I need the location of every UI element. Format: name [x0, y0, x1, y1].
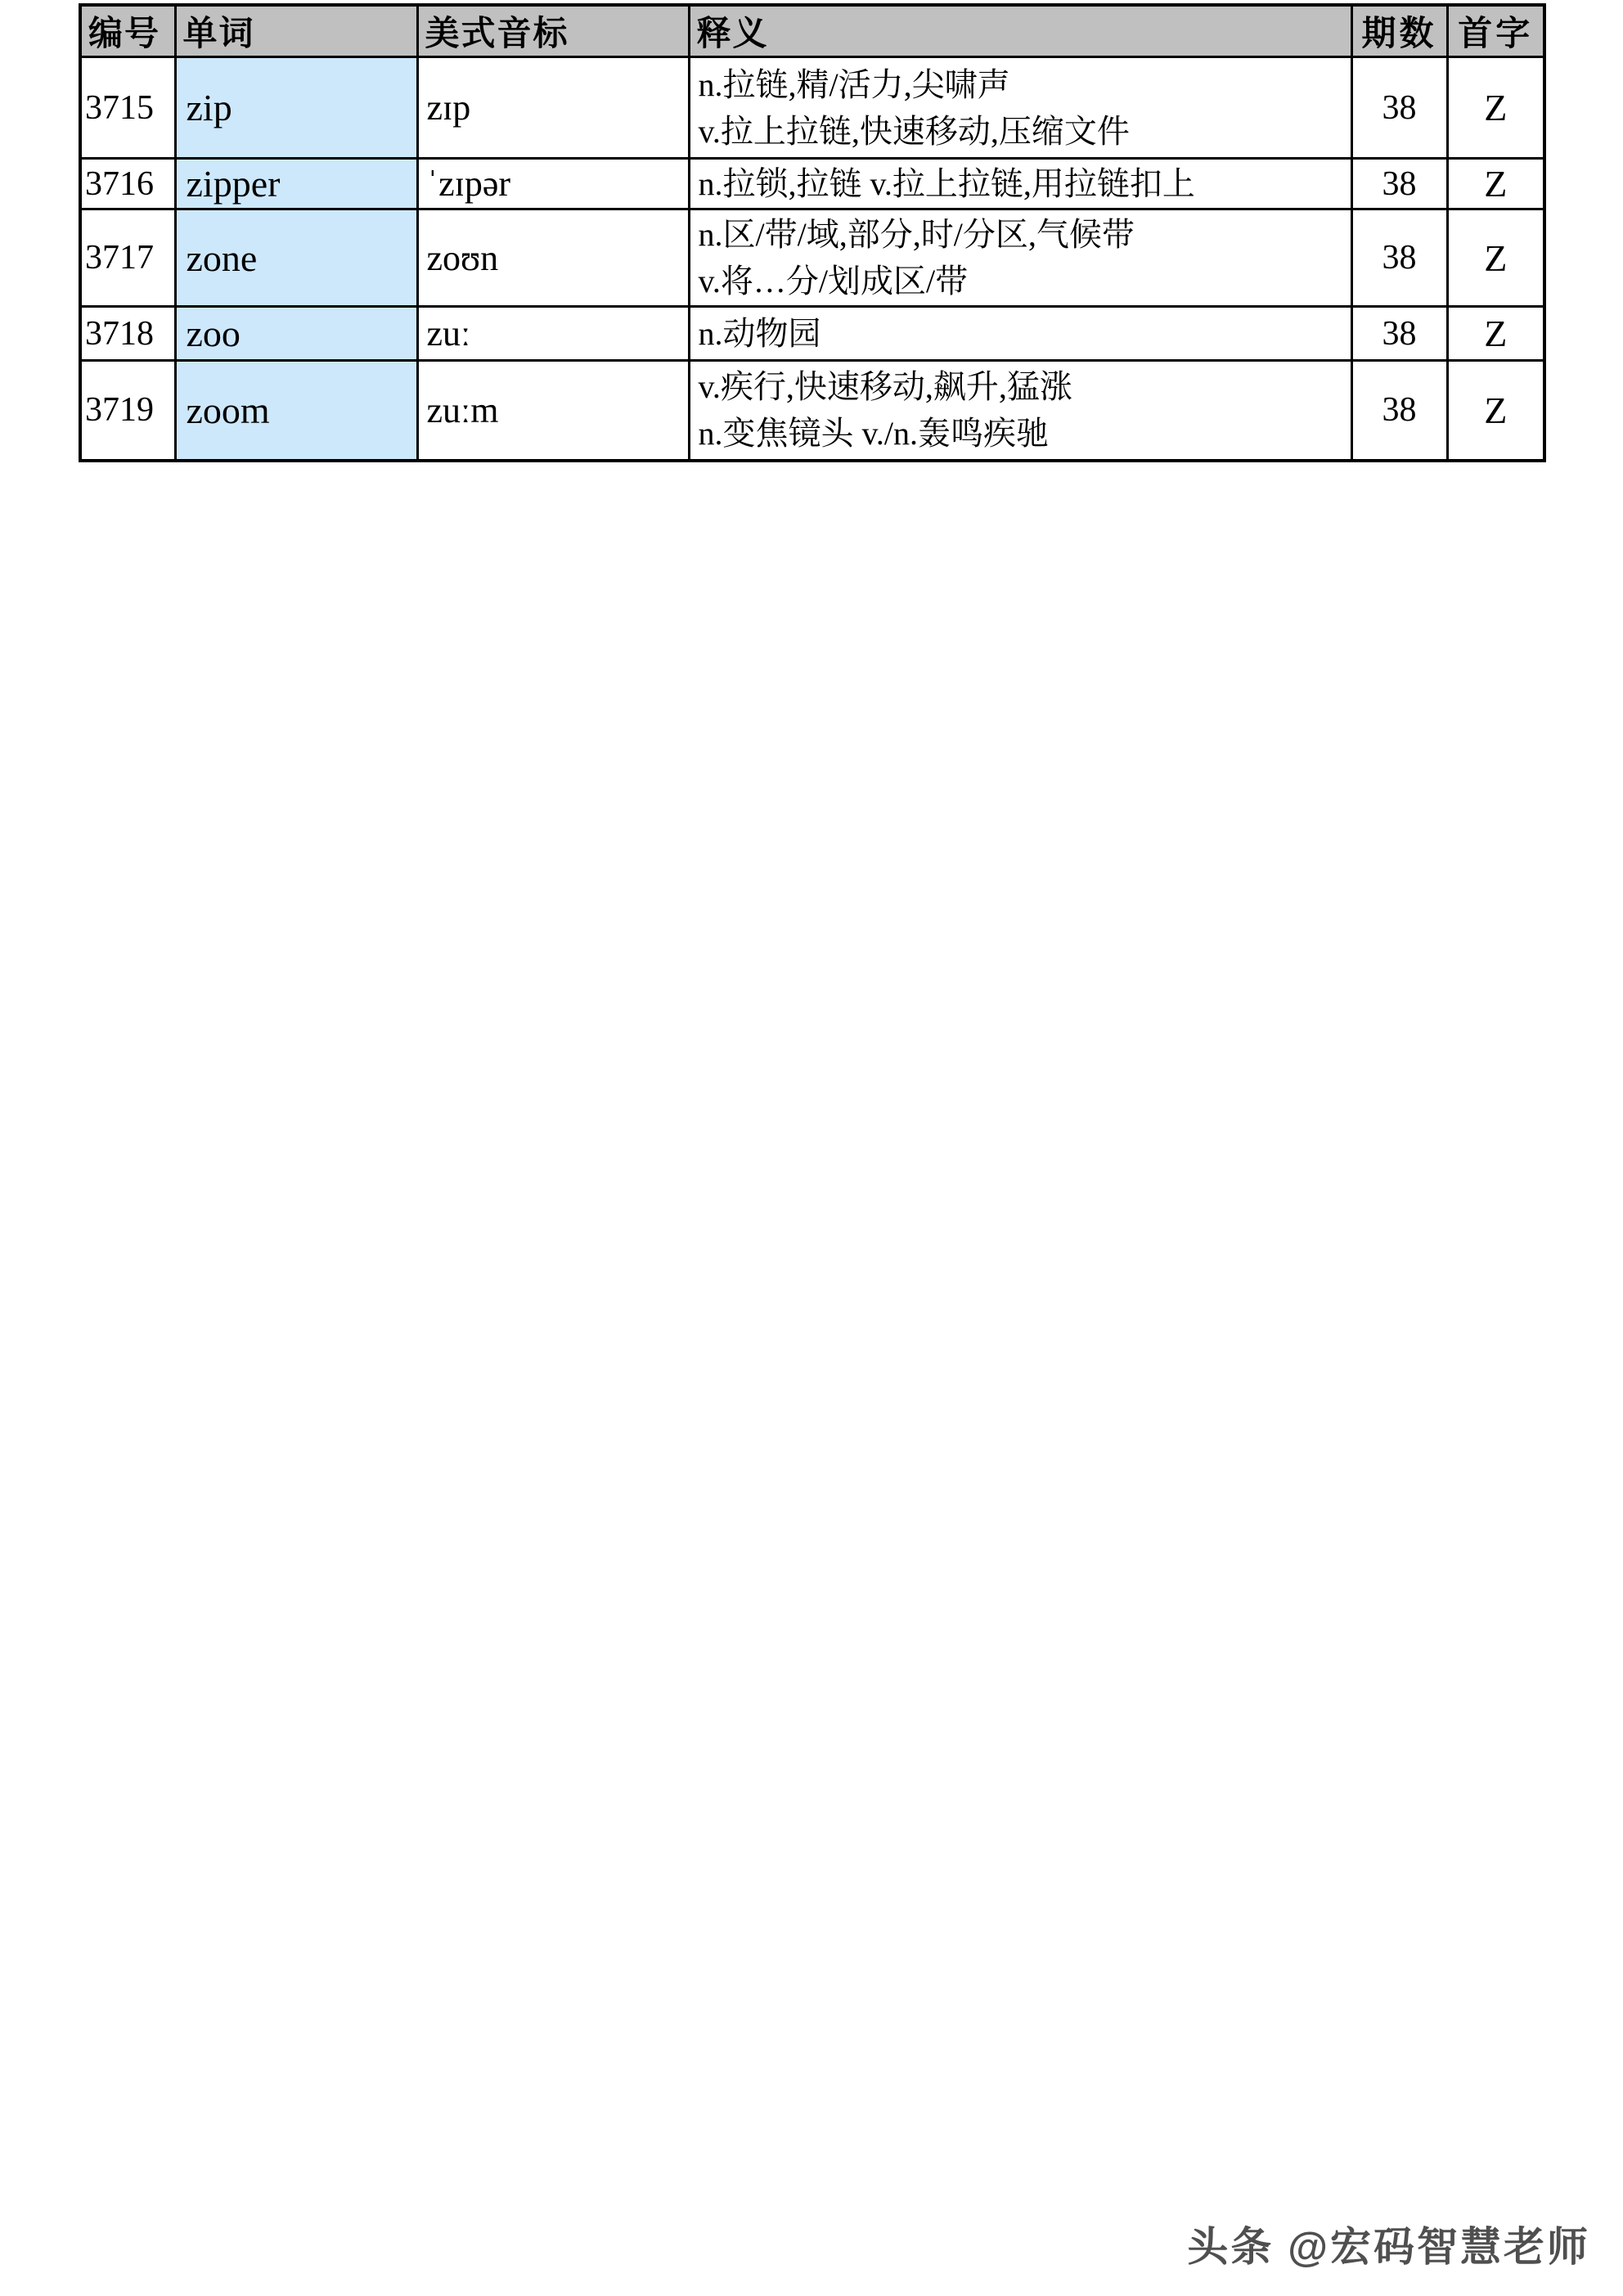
header-row: [80, 5, 1544, 57]
cell-id: 3718: [80, 307, 175, 361]
cell-phonetic: zuː: [417, 307, 689, 361]
watermark: 头条 @宏码智慧老师: [1187, 2224, 1590, 2270]
cell-initial: Z: [1447, 307, 1544, 361]
definition-line: v.将…分/划成区/带: [698, 263, 969, 299]
cell-phonetic: ˈzɪpər: [417, 159, 689, 209]
cell-definition: [689, 361, 1351, 461]
definition-line: n.区/带/域,部分,时/分区,气候带: [698, 216, 1135, 253]
cell-id: 3715: [80, 57, 175, 159]
cell-id: 3719: [80, 361, 175, 461]
cell-word: zip: [175, 57, 417, 159]
cell-issue: 38: [1351, 57, 1447, 159]
definition-line: n.动物园: [698, 315, 821, 352]
cell-word: zipper: [175, 159, 417, 209]
cell-definition: [689, 57, 1351, 159]
table-row: [80, 307, 1544, 361]
cell-issue: 38: [1351, 209, 1447, 307]
header-definition: 释义: [689, 5, 1351, 57]
cell-initial: Z: [1447, 57, 1544, 159]
cell-issue: 38: [1351, 361, 1447, 461]
cell-word: zoom: [175, 361, 417, 461]
definition-line: n.变焦镜头 v./n.轰鸣疾驰: [698, 415, 1050, 452]
table-row: [80, 361, 1544, 461]
definition-line: n.拉锁,拉链 v.拉上拉链,用拉链扣上: [698, 165, 1195, 202]
header-initial: 首字: [1447, 5, 1544, 57]
table-row: [80, 57, 1544, 159]
cell-phonetic: zuːm: [417, 361, 689, 461]
cell-phonetic: zoʊn: [417, 209, 689, 307]
cell-definition: [689, 307, 1351, 361]
cell-initial: Z: [1447, 159, 1544, 209]
definition-line: n.拉链,精/活力,尖啸声: [698, 65, 1010, 103]
cell-definition: [689, 159, 1351, 209]
table-row: [80, 159, 1544, 209]
header-word: 单词: [175, 5, 417, 57]
table-row: [80, 209, 1544, 307]
cell-initial: Z: [1447, 209, 1544, 307]
definition-line: v.疾行,快速移动,飙升,猛涨: [698, 368, 1072, 406]
header-id: 编号: [80, 5, 175, 57]
cell-issue: 38: [1351, 159, 1447, 209]
vocab-table: [79, 3, 1546, 462]
cell-id: 3716: [80, 159, 175, 209]
cell-phonetic: zɪp: [417, 57, 689, 159]
cell-word: zone: [175, 209, 417, 307]
cell-issue: 38: [1351, 307, 1447, 361]
cell-id: 3717: [80, 209, 175, 307]
header-phonetic: 美式音标: [417, 5, 689, 57]
header-issue: 期数: [1351, 5, 1447, 57]
definition-line: v.拉上拉链,快速移动,压缩文件: [698, 112, 1130, 150]
cell-definition: [689, 209, 1351, 307]
cell-initial: Z: [1447, 361, 1544, 461]
cell-word: zoo: [175, 307, 417, 361]
